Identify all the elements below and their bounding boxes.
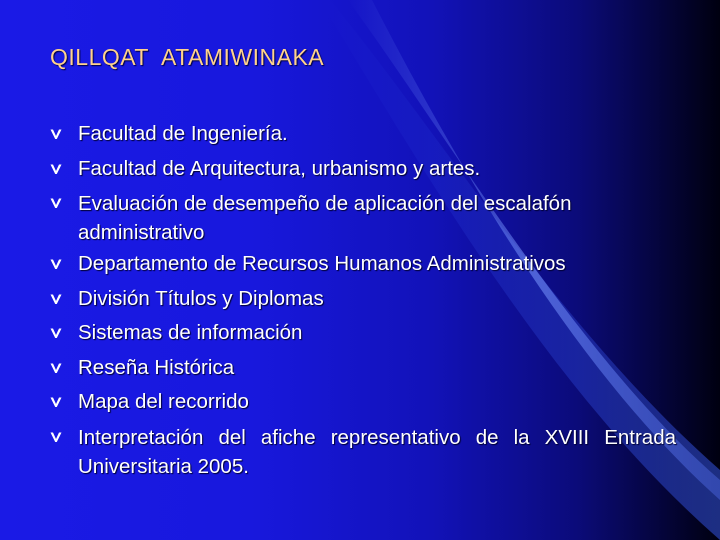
checkmark-v-icon xyxy=(50,117,78,151)
list-item-text: Sistemas de información xyxy=(78,321,303,344)
list-item-text: Evaluación de desempeño de aplicación del escalafón administrativo xyxy=(78,192,572,244)
checkmark-v-icon xyxy=(50,385,78,419)
list-item xyxy=(50,351,676,386)
list-item xyxy=(50,247,676,282)
list-item-text: Facultad de Arquitectura, urbanismo y artes. xyxy=(78,156,481,180)
slide-title: QILLQAT ATAMIWINAKA xyxy=(50,44,325,70)
list-item xyxy=(50,117,676,152)
list-item xyxy=(50,316,676,351)
list-item xyxy=(50,186,676,247)
checkmark-v-icon xyxy=(50,282,78,316)
list-item xyxy=(50,152,676,187)
list-item xyxy=(50,385,676,420)
bullet-list xyxy=(50,117,676,481)
list-item-text: Departamento de Recursos Humanos Administrativos xyxy=(78,252,566,275)
list-item-text: Mapa del recorrido xyxy=(78,390,249,413)
checkmark-v-icon xyxy=(50,152,78,186)
list-item xyxy=(50,282,676,317)
list-item-text: Facultad de Ingeniería. xyxy=(78,122,288,145)
list-item xyxy=(50,420,676,481)
checkmark-v-icon xyxy=(50,247,78,281)
list-item-text: Interpretación del afiche representativo de la XVIII Entrada Universitaria 2005. xyxy=(78,425,676,478)
checkmark-v-icon xyxy=(50,351,78,385)
checkmark-v-icon xyxy=(50,316,78,350)
checkmark-v-icon xyxy=(50,420,78,454)
checkmark-v-icon xyxy=(50,186,78,220)
list-item-text: División Títulos y Diplomas xyxy=(78,286,324,310)
list-item-text: Reseña Histórica xyxy=(78,355,235,379)
